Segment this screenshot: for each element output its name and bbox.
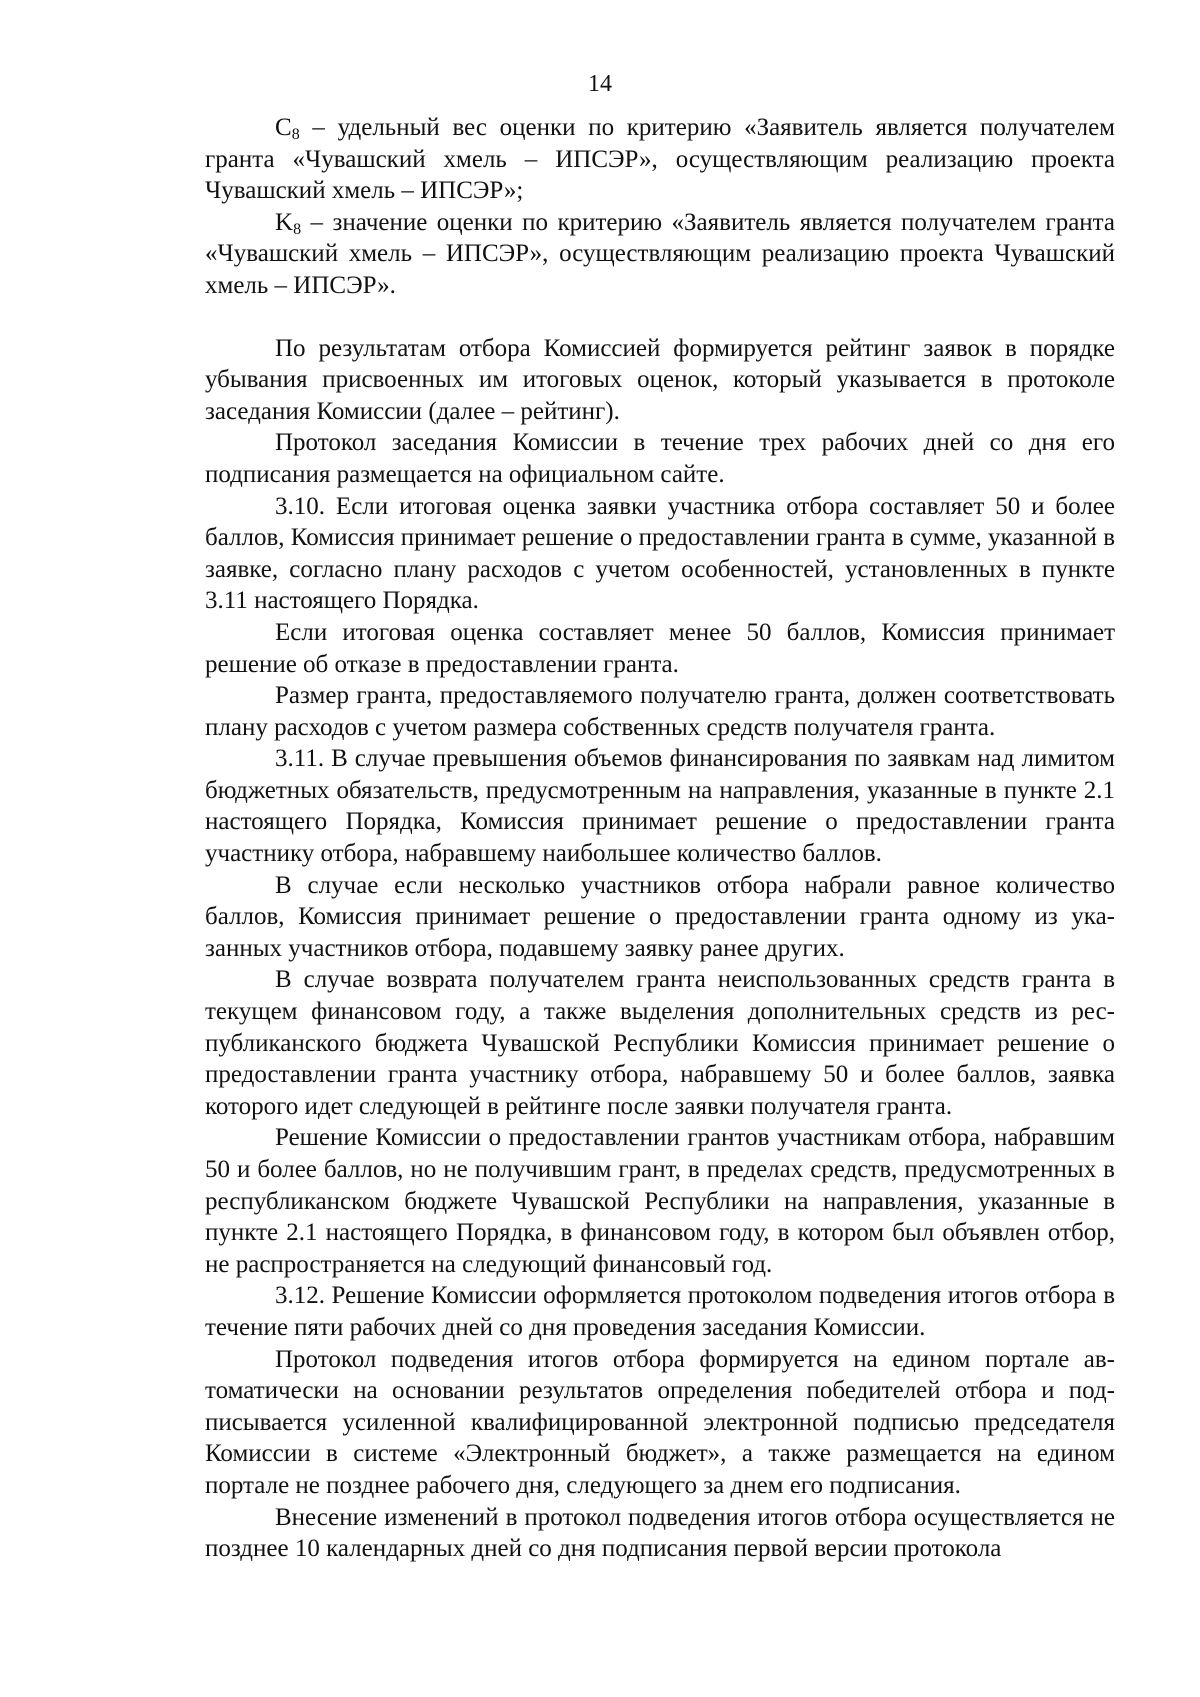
paragraph-c8-definition: [205, 112, 1115, 207]
paragraph-protocol-changes: Внесение изменений в протокол подведения итогов отбора осуществляется не позднее 10 календарных дней со дня подписания первой версии протокола: [205, 1503, 1115, 1563]
paragraph-refusal: Если итоговая оценка составляет менее 50 баллов, Комиссия принимает решение об отказе в предоставлении гранта.: [205, 618, 1115, 678]
page-number: 14: [588, 71, 612, 97]
paragraph-rating: По результатам отбора Комиссией формируется рейтинг заявок в порядке убывания присвоенных им итоговых оценок, который указывается в протоколе заседания Комиссии (далее – рейтинг).: [205, 334, 1115, 425]
paragraph-return-of-funds: В случае возврата получателем гранта неиспользованных средств гранта в текущем финансовом году, а также выделения дополнительных средств из республиканского бюджета Чувашской Республики Комиссия принимает решение о предоставлении гранта участнику отбора, набравшему 50 и более баллов, заявка которого идет следующей в рейтинге после заявки получателя гранта.: [205, 966, 1115, 1120]
symbol-k: K: [275, 208, 294, 236]
paragraph-decision-scope: Решение Комиссии о предоставлении грантов участникам отбора, набравшим 50 и более баллов, но не получившим грант, в пределах средств, предусмотренных в республиканском бюджете Чувашской Республики на направления, указанные в пункте 2.1 настоящего Порядка, в финансовом году, в котором был объявлен отбор, не распространяется на следующий финансовый год.: [205, 1124, 1115, 1278]
document-body: [205, 112, 1115, 1565]
symbol-c: C: [275, 114, 292, 141]
paragraph-k8-definition: [205, 207, 1115, 302]
paragraph-3-12: 3.12. Решение Комиссии оформляется протоколом подведения итогов отбора в течение пяти рабочих дней со дня проведения заседания Комиссии.: [205, 1282, 1115, 1341]
paragraph-3-10: 3.10. Если итоговая оценка заявки участника отбора составляет 50 и более баллов, Комиссия принимает решение о предоставлении гранта в сумме, указанной в заявке, согласно плану расходов с учетом особенностей, установленных в пункте 3.11 настоящего Порядка.: [205, 492, 1115, 615]
paragraph-text: – удельный вес оценки по критерию «Заявитель является получателем гранта «Чувашский хмель – ИПСЭР», осуществляющим реализацию проекта Чувашский хмель – ИПСЭР»;: [205, 114, 1115, 205]
paragraph-text: – значение оценки по критерию «Заявитель является получателем гранта «Чувашский хмель – ИПСЭР», осуществляющим реализацию проекта Чувашский хмель – ИПСЭР».: [205, 208, 1115, 299]
paragraph-3-11: 3.11. В случае превышения объемов финансирования по заявкам над лимитом бюджетных обязательств, предусмотренным на направления, указанные в пункте 2.1 настоящего Порядка, Комиссия принимает решение о предоставлении гранта участнику отбора, набравшему наибольшее количество баллов.: [205, 745, 1115, 868]
paragraph-grant-size: Размер гранта, предоставляемого получателю гранта, должен соответствовать плану расходов с учетом размера собственных средств получателя гранта.: [205, 682, 1115, 741]
symbol-subscript: 8: [293, 220, 302, 238]
paragraph-equal-scores: В случае если несколько участников отбора набрали равное количество баллов, Комиссия принимает решение о предоставлении гранта одному из указанных участников отбора, подавшему заявку ранее других.: [205, 871, 1115, 962]
paragraph-protocol-formation: Протокол подведения итогов отбора формируется на едином портале автоматически на основании результатов определения победителей отбора и подписывается усиленной квалифицированной электронной подписью председателя Комиссии в системе «Электронный бюджет», а также размещается на едином портале не позднее рабочего дня, следующего за днем его подписания.: [205, 1345, 1115, 1499]
symbol-subscript: 8: [291, 126, 300, 143]
paragraph-protocol-publication: Протокол заседания Комиссии в течение трех рабочих дней со дня его подписания размещается на официальном сайте.: [205, 429, 1115, 488]
